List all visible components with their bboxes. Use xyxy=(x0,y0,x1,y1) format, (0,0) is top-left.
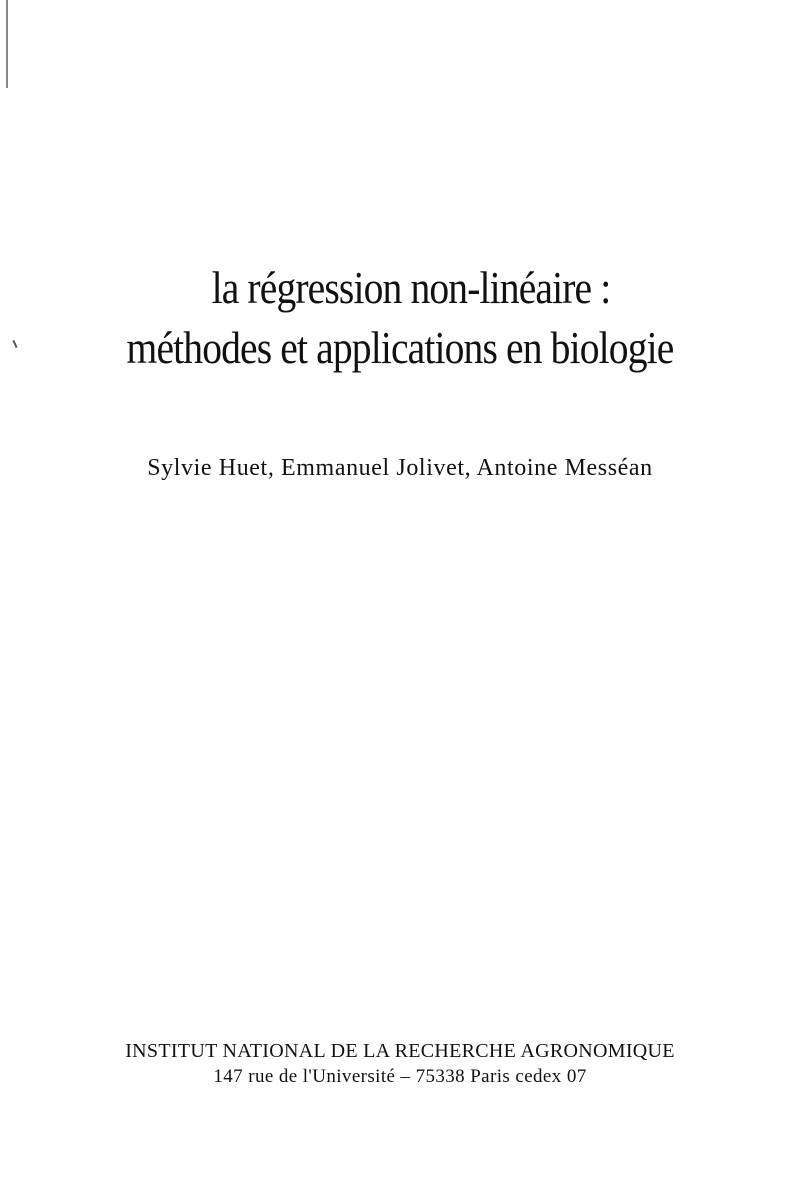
authors: Sylvie Huet, Emmanuel Jolivet, Antoine Messéan xyxy=(147,455,653,481)
title-line-2: méthodes et applications en biologie xyxy=(126,322,674,373)
title-line-1: la régression non-linéaire : xyxy=(211,262,611,313)
publisher-name: INSTITUT NATIONAL DE LA RECHERCHE AGRONOMIQUE xyxy=(125,1040,675,1062)
book-title xyxy=(0,258,800,378)
publisher-address: 147 rue de l'Université – 75338 Paris cedex 07 xyxy=(213,1066,587,1087)
scan-edge-line xyxy=(6,0,8,88)
publisher-block xyxy=(0,1038,800,1090)
